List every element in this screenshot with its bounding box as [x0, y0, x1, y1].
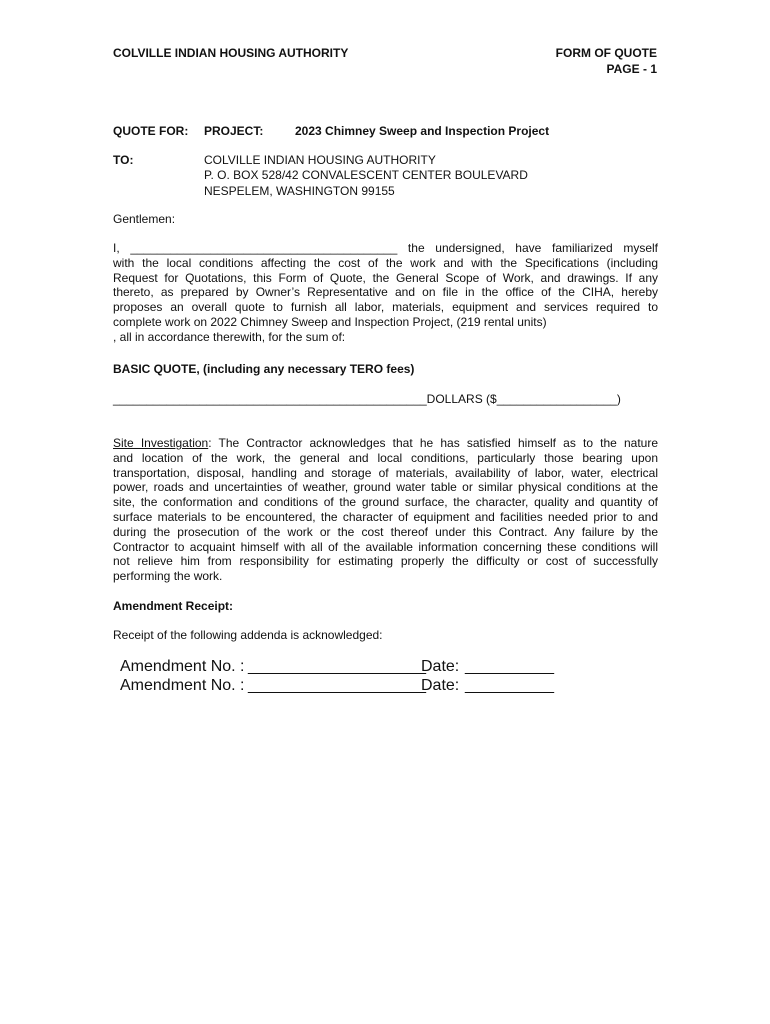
- header-page-label: PAGE - 1: [606, 62, 657, 76]
- site-investigation-line: during the prosecution of the work or the cost thereof under this Contract. Any failure by the: [113, 524, 658, 539]
- site-investigation-line: site, the conformation and conditions of the ground surface, the character, quality and quantity of: [113, 495, 658, 510]
- site-investigation-line: not relieve him from responsibility for estimating properly the difficulty or cost of successfully: [113, 554, 658, 569]
- amendment-date-blank[interactable]: __________: [465, 677, 554, 694]
- intro-line: Request for Quotations, this Form of Quote, the General Scope of Work, and drawings. If any: [113, 270, 658, 285]
- amendment-row-label: Amendment No. :: [120, 677, 245, 694]
- basic-quote-heading: BASIC QUOTE, (including any necessary TERO fees): [113, 362, 415, 376]
- site-investigation-line: Contractor to acquaint himself with all of the available information concerning these conditions will: [113, 539, 658, 554]
- quote-for-label: QUOTE FOR:: [113, 124, 189, 138]
- project-label: PROJECT:: [204, 124, 264, 138]
- amendment-heading: Amendment Receipt:: [113, 599, 234, 613]
- site-investigation-line: power, roads and uncertainties of weather, ground water table or similar physical conditions at the: [113, 480, 658, 495]
- intro-line: with the local conditions affecting the cost of the work and with the Specifications (including: [113, 255, 658, 270]
- site-investigation-first-line: [113, 436, 658, 451]
- intro-line: proposes an overall quote to furnish all labor, materials, equipment and services required to: [113, 300, 658, 315]
- basic-quote-amount-line: _______________________________________________DOLLARS ($__________________): [113, 392, 621, 406]
- amendment-receipt-text: Receipt of the following addenda is acknowledged:: [113, 628, 383, 642]
- site-investigation-line: and location of the work, the general and local conditions, particularly those bearing upon: [113, 450, 658, 465]
- site-investigation-line: : The Contractor acknowledges that he has satisfied himself as to the nature: [208, 436, 659, 450]
- amendment-date-label: Date:: [421, 658, 460, 675]
- address-line: P. O. BOX 528/42 CONVALESCENT CENTER BOULEVARD: [204, 168, 528, 182]
- amendment-date-label: Date:: [421, 677, 460, 694]
- amendment-date-blank[interactable]: __________: [465, 658, 554, 675]
- intro-line: thereto, as prepared by Owner’s Representative and on file in the office of the CIHA, hereby: [113, 285, 658, 300]
- amendment-row-label: Amendment No. :: [120, 658, 245, 675]
- header-org: COLVILLE INDIAN HOUSING AUTHORITY: [113, 46, 349, 60]
- site-investigation-paragraph: [113, 436, 658, 584]
- intro-line: complete work on 2022 Chimney Sweep and Inspection Project, (219 rental units): [113, 314, 547, 329]
- intro-line: I, ________________________________________ the undersigned, have familiarized myself: [113, 241, 658, 255]
- to-label: TO:: [113, 153, 134, 167]
- site-investigation-line: surface materials to be encountered, the character of equipment and facilities needed prior to and: [113, 509, 658, 524]
- address-line: COLVILLE INDIAN HOUSING AUTHORITY: [204, 153, 436, 167]
- amendment-number-blank[interactable]: ____________________: [248, 658, 426, 675]
- header-form-title: FORM OF QUOTE: [555, 46, 657, 60]
- amendment-number-blank[interactable]: ____________________: [248, 677, 426, 694]
- intro-line: , all in accordance therewith, for the sum of:: [113, 329, 346, 344]
- intro-paragraph: [113, 241, 658, 345]
- salutation: Gentlemen:: [113, 212, 176, 226]
- site-investigation-line: performing the work.: [113, 569, 223, 584]
- project-name: 2023 Chimney Sweep and Inspection Project: [295, 124, 550, 138]
- site-investigation-label: Site Investigation: [113, 436, 209, 450]
- site-investigation-line: transportation, disposal, handling and storage of materials, availability of labor, water, electrical: [113, 465, 658, 480]
- address-line: NESPELEM, WASHINGTON 99155: [204, 184, 395, 198]
